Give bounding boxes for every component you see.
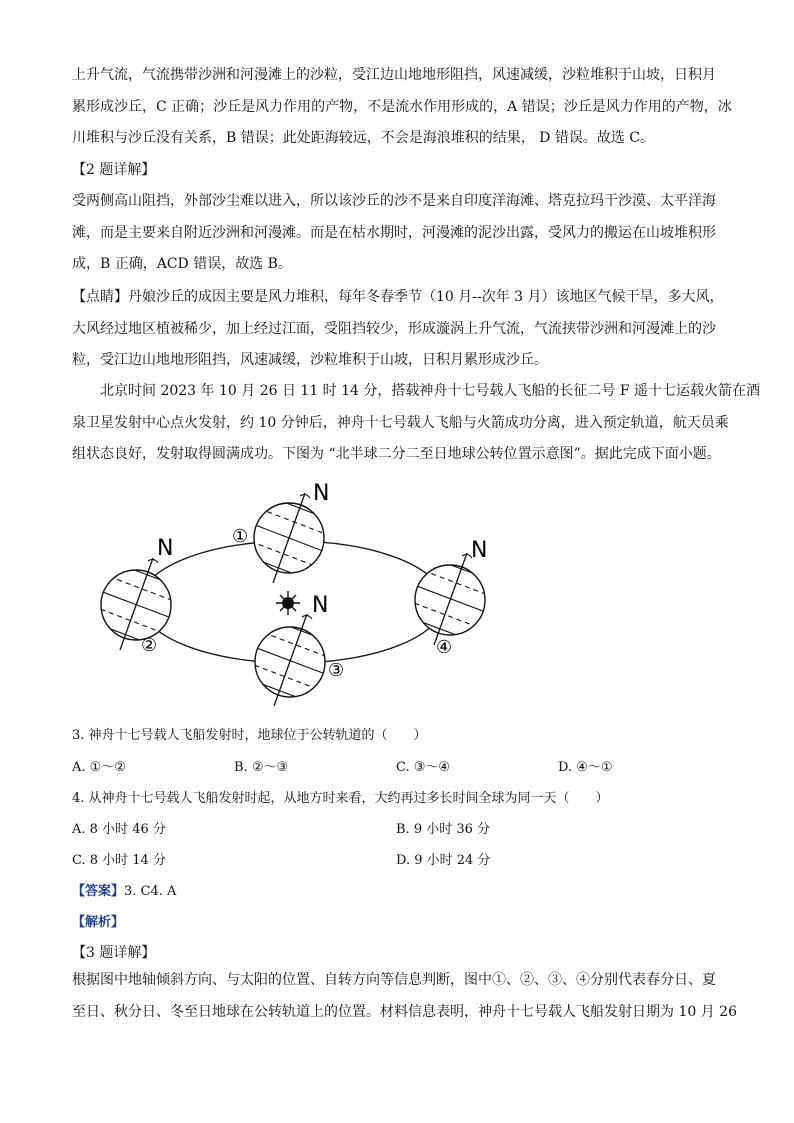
answer-text: 3. C4. A (124, 884, 177, 899)
answer-line (72, 880, 176, 899)
question-4-stem: 4. 从神舟十七号载人飞船发射时起，从地方时来看，大约再过多长时间全球为同一天（ ） (72, 791, 609, 806)
paragraph-material: 北京时间 2023 年 10 月 26 日 11 时 14 分，搭载神舟十七号载人飞船的长征二号 F 遥十七运载火箭在酒 泉卫星发射中心点火发射，约 10 分钟后，神舟十七号载人飞船与火箭成功分离，进入预定轨道，航天员乘 组状态良好，发射取得圆满成功。下图为 “北半球二分二至日地球公转位置示意图”。据此完成下面小题。 (72, 383, 761, 462)
question-3-stem: 3. 神舟十七号载人飞船发射时，地球位于公转轨道的（ ） (72, 728, 427, 743)
q4-option-d: D. 9 小时 24 分 (396, 853, 491, 868)
q4-option-b: B. 9 小时 36 分 (396, 822, 491, 837)
answer-label: 【答案】 (72, 884, 125, 899)
heading-q3-detail: 【3 题详解】 (72, 945, 156, 961)
q3-option-d: D. ④～① (558, 760, 613, 775)
heading-q2-detail: 【2 题详解】 (72, 162, 156, 178)
paragraph-explanation-3: 根据图中地轴倾斜方向、与太阳的位置、自转方向等信息判断，图中①、②、③、④分别代表春分日、夏 至日、秋分日、冬至日地球在公转轨道上的位置。材料信息表明，神舟十七号载人飞船发射日期为 10 月 26 (72, 972, 737, 1020)
north-label-1: N (313, 481, 330, 506)
analysis-label: 【解析】 (72, 915, 125, 930)
position-label-4: ④ (436, 637, 453, 658)
paragraph-explanation-1: 上升气流，气流携带沙洲和河漫滩上的沙粒，受江边山地地形阻挡，风速减缓，沙粒堆积于山坡，日积月 累形成沙丘，C 正确；沙丘是风力作用的产物，不是流水作用形成的，A 错误；沙丘是风力作用的产物，冰 川堆积与沙丘没有关系，B 错误；此处距海较远，不会是海浪堆积的结果， D 错误。故选 C。 (72, 67, 732, 146)
q4-option-a: A. 8 小时 46 分 (72, 822, 166, 837)
position-label-2: ② (141, 635, 158, 656)
north-label-2: N (157, 536, 174, 561)
q3-option-c: C. ③～④ (396, 760, 451, 775)
north-label-4: N (471, 538, 488, 563)
earth-position-2 (92, 554, 182, 656)
orbit-diagram (92, 478, 502, 710)
position-label-3: ③ (328, 660, 345, 681)
paragraph-explanation-2: 受两侧高山阻挡，外部沙尘难以进入，所以该沙丘的沙不是来自印度洋海滩、塔克拉玛干沙漠、太平洋海 滩，而是主要来自附近沙洲和河漫滩。而是在枯水期时，河漫滩的泥沙出露，受风力的搬运在山坡堆积形 成，B 正确，ACD 错误，故选 B。 (72, 193, 716, 272)
q3-option-b: B. ②～③ (234, 760, 289, 775)
position-label-1: ① (232, 526, 249, 547)
dianjing-label: 【点睛】 (72, 289, 128, 305)
north-label-3: N (312, 593, 329, 618)
earth-position-3 (246, 610, 336, 710)
sun-icon (276, 591, 300, 615)
q3-option-a: A. ①～② (72, 760, 126, 775)
q4-option-c: C. 8 小时 14 分 (72, 853, 166, 868)
paragraph-dianjing: 【点睛】丹娘沙丘的成因主要是风力堆积，每年冬春季节（10 月--次年 3 月）该地区气候干旱，多大风， 大风经过地区植被稀少，加上经过江面，受阻挡较少，形成漩涡上升气流，气流挟带沙洲和河漫滩上的沙 粒，受江边山地地形阻挡，风速减缓，沙粒堆积于山坡，日积月累形成沙丘。 (72, 289, 724, 368)
